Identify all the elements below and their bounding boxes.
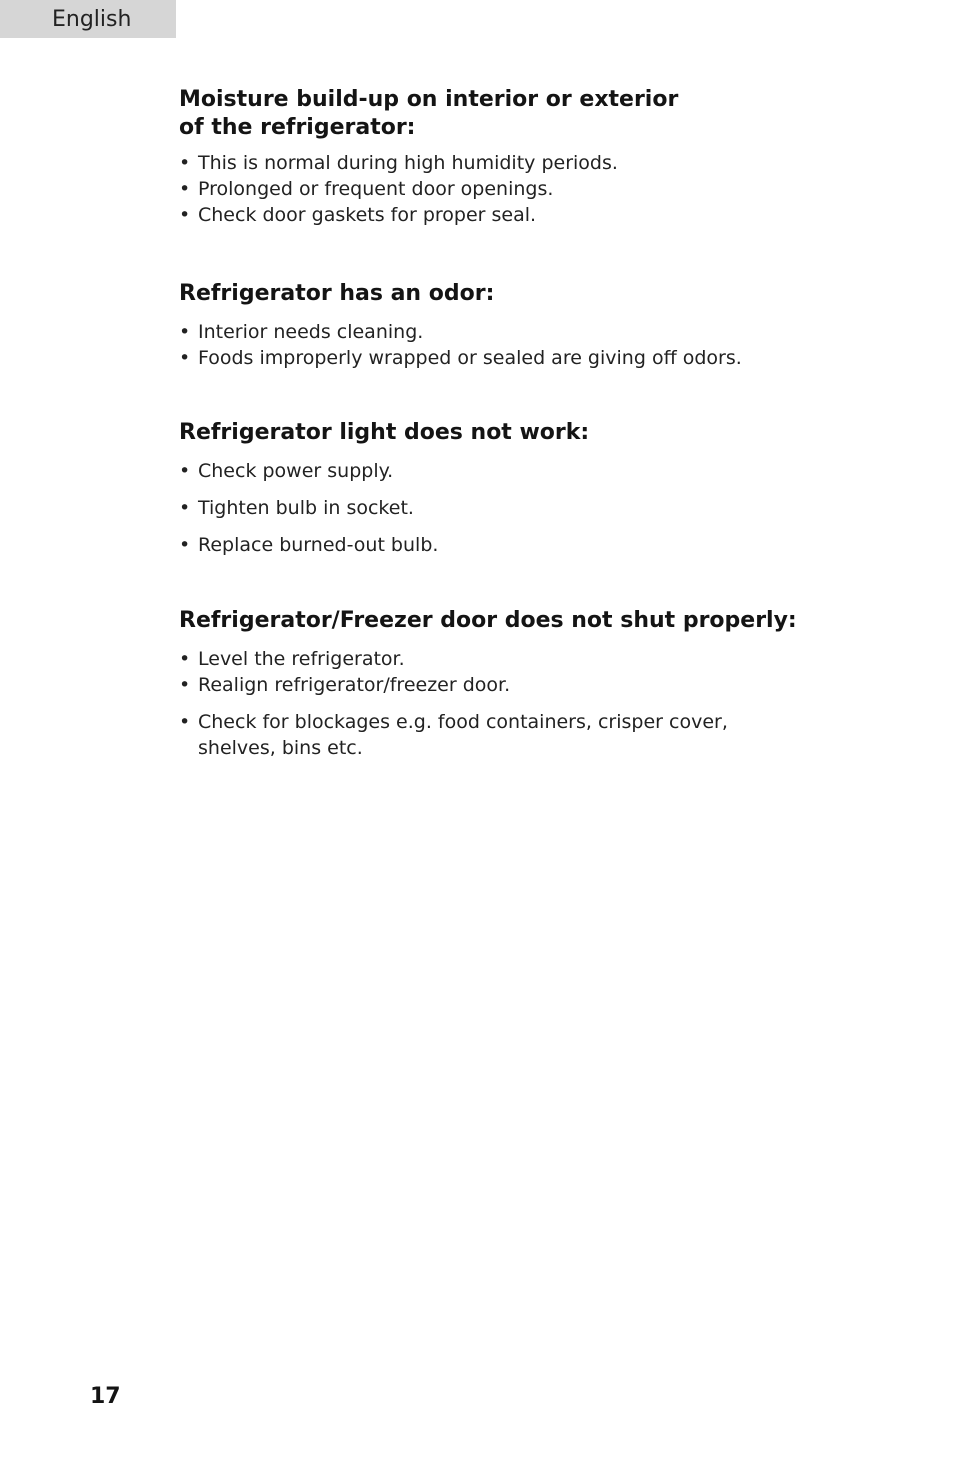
- list-item: • Level the refrigerator.: [179, 646, 879, 672]
- list-item: • Realign refrigerator/freezer door.: [179, 672, 879, 698]
- list-item: • Tighten bulb in socket.: [179, 495, 879, 521]
- list-item: • Replace burned-out bulb.: [179, 532, 879, 558]
- section-moisture: [179, 86, 879, 228]
- list-item-continuation: shelves, bins etc.: [198, 737, 363, 759]
- list-item: • Prolonged or frequent door openings.: [179, 176, 879, 202]
- section-heading: Refrigerator has an odor:: [179, 281, 495, 306]
- bullet-list: [179, 150, 879, 228]
- bullet-list: [179, 319, 879, 371]
- list-item: • Check for blockages e.g. food containers, crisper cover,: [179, 709, 879, 735]
- section-odor: [179, 280, 879, 371]
- section-heading: Refrigerator light does not work:: [179, 420, 590, 445]
- list-item: • This is normal during high humidity periods.: [179, 150, 879, 176]
- list-item: • Check power supply.: [179, 458, 879, 484]
- bullet-list: [179, 646, 879, 761]
- section-heading: Refrigerator/Freezer door does not shut properly:: [179, 608, 797, 633]
- language-tab: English: [0, 0, 176, 38]
- list-item: • Check door gaskets for proper seal.: [179, 202, 879, 228]
- list-item: • Interior needs cleaning.: [179, 319, 879, 345]
- list-item: • Foods improperly wrapped or sealed are giving off odors.: [179, 345, 879, 371]
- heading-line: Moisture build-up on interior or exterior: [179, 87, 679, 112]
- page-number: 17: [90, 1384, 121, 1409]
- section-door: [179, 607, 879, 761]
- heading-line: of the refrigerator:: [179, 115, 416, 140]
- section-heading: [179, 86, 879, 142]
- bullet-list: [179, 458, 879, 558]
- section-light: [179, 419, 879, 558]
